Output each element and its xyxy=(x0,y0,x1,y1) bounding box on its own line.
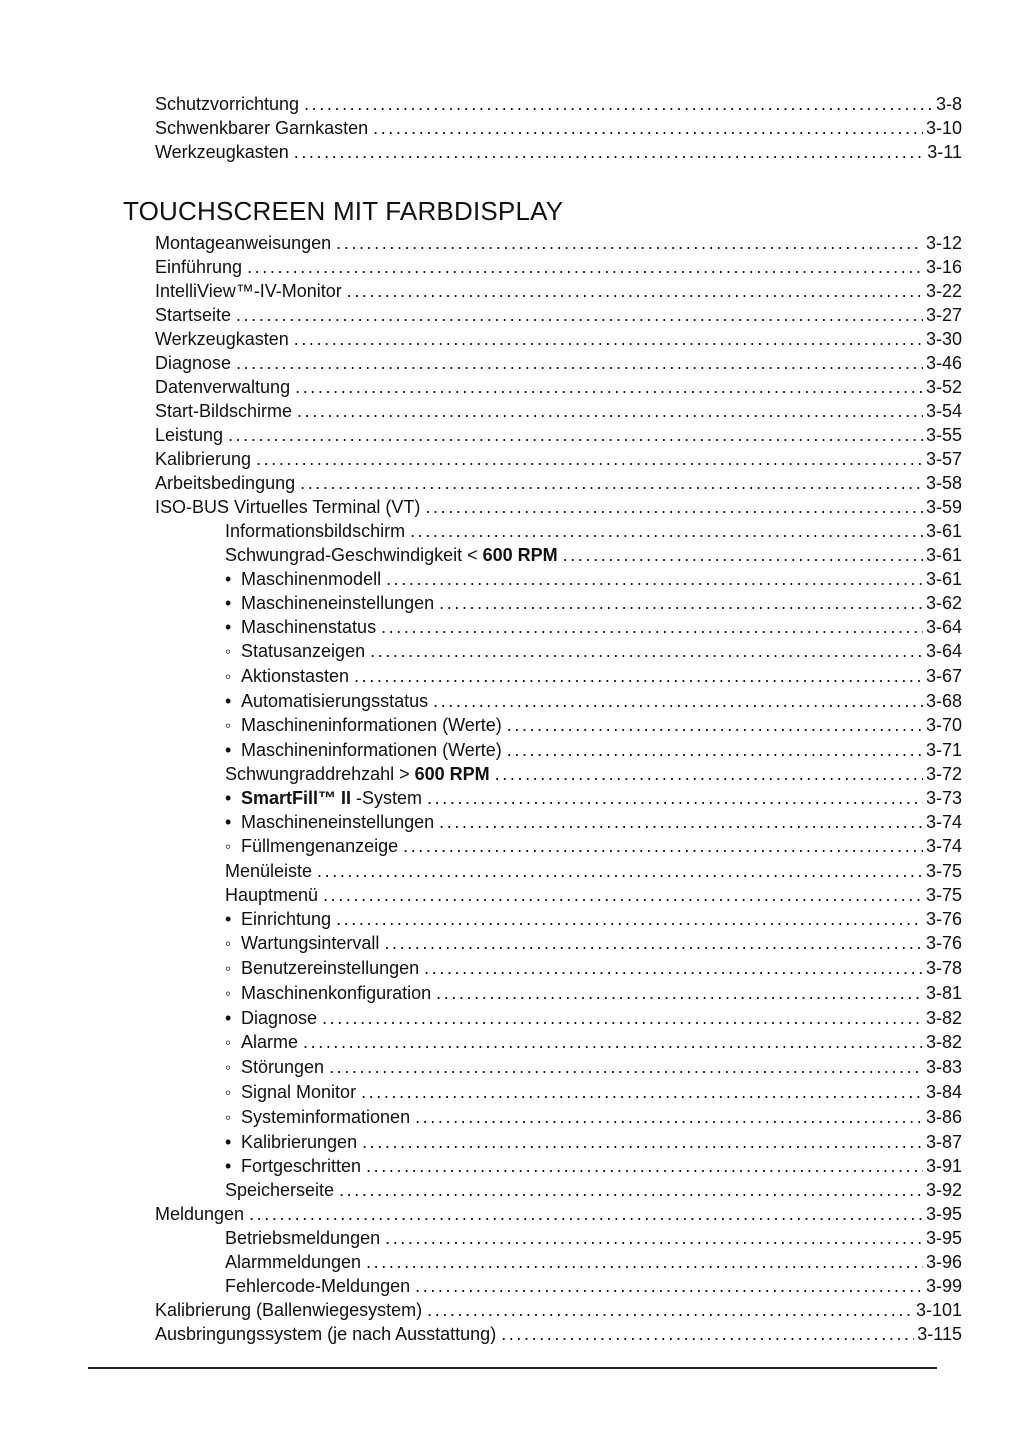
toc-entry-page: 3-101 xyxy=(915,1300,962,1320)
toc-entry xyxy=(225,810,962,834)
toc-entry-label xyxy=(155,279,342,303)
toc-dot-leader xyxy=(403,834,923,858)
section-heading: TOUCHSCREEN MIT FARBDISPLAY xyxy=(123,196,564,226)
toc-entry-label xyxy=(241,567,381,591)
footer-rule xyxy=(88,1367,937,1369)
toc-label-segment: Informationsbildschirm xyxy=(225,521,406,541)
toc-entry-label xyxy=(241,1030,298,1054)
toc-dot-leader xyxy=(386,567,923,591)
toc-dot-leader xyxy=(385,1226,923,1250)
toc-dot-leader xyxy=(439,810,923,834)
toc-entry xyxy=(155,1298,962,1322)
toc-entry-label xyxy=(155,351,231,375)
toc-dot-leader xyxy=(303,1030,923,1054)
toc-dot-leader xyxy=(236,303,923,327)
toc-entry xyxy=(225,519,962,543)
toc-dot-leader xyxy=(425,495,923,519)
open-bullet-icon: ◦ xyxy=(225,959,232,978)
toc-entry xyxy=(225,1178,962,1202)
toc-entry-label xyxy=(241,591,434,615)
toc-dot-leader xyxy=(507,738,923,762)
toc-entry xyxy=(155,279,962,303)
filled-bullet-icon: • xyxy=(225,740,232,760)
filled-bullet-icon: • xyxy=(225,1132,232,1152)
toc-entry-page: 3-52 xyxy=(925,377,962,397)
toc-entry-page: 3-95 xyxy=(925,1204,962,1224)
open-bullet-icon: ◦ xyxy=(225,934,232,953)
toc-label-segment: Einführung xyxy=(155,257,243,277)
toc-entry-label xyxy=(241,981,431,1005)
toc-dot-leader xyxy=(366,1250,923,1274)
toc-label-segment: Einrichtung xyxy=(241,909,332,929)
toc-entry xyxy=(155,471,962,495)
toc-label-segment: Maschineninformationen (Werte) xyxy=(241,740,502,760)
toc-entry-page: 3-55 xyxy=(925,425,962,445)
toc-entry xyxy=(225,834,962,859)
toc-label-segment: Fehlercode-Meldungen xyxy=(225,1276,411,1296)
toc-label-segment: Speicherseite xyxy=(225,1180,335,1200)
toc-entry xyxy=(155,1322,962,1346)
toc-label-segment: Werkzeugkasten xyxy=(155,329,289,349)
toc-entry xyxy=(155,351,962,375)
toc-label-segment: Wartungsintervall xyxy=(241,933,380,953)
toc-label-segment: SmartFill™ II xyxy=(241,788,352,808)
toc-entry-page: 3-46 xyxy=(925,353,962,373)
toc-label-segment: Start-Bildschirme xyxy=(155,401,293,421)
toc-dot-leader xyxy=(317,859,923,883)
toc-entry-page: 3-75 xyxy=(925,861,962,881)
toc-entry xyxy=(155,303,962,327)
toc-entry-page: 3-76 xyxy=(925,909,962,929)
toc-entry-label xyxy=(241,689,428,713)
toc-entry-label xyxy=(241,1006,317,1030)
toc-entry xyxy=(155,1202,962,1226)
toc-label-segment: Leistung xyxy=(155,425,224,445)
toc-label-segment: Hauptmenü xyxy=(225,885,319,905)
toc-entry-page: 3-95 xyxy=(925,1228,962,1248)
toc-entry xyxy=(225,981,962,1006)
toc-entry-page: 3-92 xyxy=(925,1180,962,1200)
toc-dot-leader xyxy=(439,591,923,615)
toc-entry-page: 3-68 xyxy=(925,691,962,711)
toc-entry-label xyxy=(155,140,289,164)
toc-entry-label xyxy=(155,399,292,423)
toc-entry xyxy=(155,399,962,423)
open-bullet-icon: ◦ xyxy=(225,642,232,661)
toc-entry xyxy=(225,859,962,883)
toc-dot-leader xyxy=(297,399,923,423)
toc-entry-label xyxy=(155,1322,496,1346)
toc-label-segment: Automatisierungsstatus xyxy=(241,691,429,711)
toc-entry-page: 3-58 xyxy=(925,473,962,493)
toc-entry-page: 3-61 xyxy=(925,521,962,541)
filled-bullet-icon: • xyxy=(225,569,232,589)
toc-entry xyxy=(225,1080,962,1105)
toc-dot-leader xyxy=(362,1130,923,1154)
toc-entry-page: 3-61 xyxy=(925,569,962,589)
toc-entry-page: 3-76 xyxy=(925,933,962,953)
toc-dot-leader xyxy=(354,664,923,688)
toc-entry-label xyxy=(241,907,331,931)
toc-entry-page: 3-61 xyxy=(925,545,962,565)
open-bullet-icon: ◦ xyxy=(225,837,232,856)
open-bullet-icon: ◦ xyxy=(225,667,232,686)
toc-entry xyxy=(155,375,962,399)
toc-label-segment: Kalibrierungen xyxy=(241,1132,358,1152)
toc-entry-label xyxy=(241,834,398,858)
toc-entry xyxy=(225,713,962,738)
toc-entry xyxy=(155,255,962,279)
toc-entry xyxy=(225,1105,962,1130)
toc-entry xyxy=(225,615,962,639)
toc-dot-leader xyxy=(415,1274,923,1298)
toc-label-segment: Schwungrad-Geschwindigkeit < xyxy=(225,545,483,565)
toc-dot-leader xyxy=(381,615,923,639)
open-bullet-icon: ◦ xyxy=(225,1058,232,1077)
toc-dot-leader xyxy=(347,279,923,303)
toc-entry-page: 3-73 xyxy=(925,788,962,808)
toc-entry-label xyxy=(225,543,558,567)
toc-entry-page: 3-67 xyxy=(925,666,962,686)
toc-label-segment: Schutzvorrichtung xyxy=(155,94,300,114)
filled-bullet-icon: • xyxy=(225,788,232,808)
toc-entry-page: 3-70 xyxy=(925,715,962,735)
toc-dot-leader xyxy=(295,375,923,399)
toc-entry-page: 3-22 xyxy=(925,281,962,301)
toc-entry-label xyxy=(241,786,422,810)
toc-dot-leader xyxy=(427,786,923,810)
open-bullet-icon: ◦ xyxy=(225,984,232,1003)
toc-entry-page: 3-86 xyxy=(925,1107,962,1127)
toc-entry xyxy=(225,1250,962,1274)
toc-label-segment: Datenverwaltung xyxy=(155,377,291,397)
toc-dot-leader xyxy=(415,1105,923,1129)
toc-entry-page: 3-82 xyxy=(925,1032,962,1052)
toc-entry-label xyxy=(155,116,368,140)
toc-label-segment: Signal Monitor xyxy=(241,1082,357,1102)
filled-bullet-icon: • xyxy=(225,1156,232,1176)
open-bullet-icon: ◦ xyxy=(225,1083,232,1102)
toc-entry-label xyxy=(241,1154,361,1178)
toc-entry-page: 3-59 xyxy=(925,497,962,517)
toc-label-segment: Werkzeugkasten xyxy=(155,142,289,162)
toc-entry-label xyxy=(241,1055,324,1079)
toc-dot-leader xyxy=(410,519,923,543)
toc-entry-label xyxy=(241,956,419,980)
toc-entry xyxy=(155,140,962,164)
toc-entry-label xyxy=(241,1080,356,1104)
toc-entry-page: 3-72 xyxy=(925,764,962,784)
toc-dot-leader xyxy=(304,92,933,116)
toc-label-segment: Statusanzeigen xyxy=(241,641,366,661)
toc-entry xyxy=(225,738,962,762)
toc-entry-page: 3-54 xyxy=(925,401,962,421)
toc-section-list xyxy=(123,231,962,1346)
open-bullet-icon: ◦ xyxy=(225,1033,232,1052)
toc-entry xyxy=(225,543,962,567)
toc-entry-page: 3-81 xyxy=(925,983,962,1003)
toc-label-segment: Aktionstasten xyxy=(241,666,350,686)
toc-dot-leader xyxy=(501,1322,914,1346)
toc-entry-label xyxy=(241,738,502,762)
toc-entry-label xyxy=(241,639,365,663)
toc-dot-leader xyxy=(370,639,923,663)
toc-entry-label xyxy=(225,1274,410,1298)
toc-entry xyxy=(155,495,962,519)
toc-label-segment: Maschinenkonfiguration xyxy=(241,983,432,1003)
toc-dot-leader xyxy=(336,907,923,931)
toc-label-segment: Montageanweisungen xyxy=(155,233,332,253)
toc-entry-page: 3-71 xyxy=(925,740,962,760)
toc-entry-label xyxy=(225,1250,361,1274)
filled-bullet-icon: • xyxy=(225,812,232,832)
toc-entry xyxy=(225,1055,962,1080)
toc-label-segment: Maschinenstatus xyxy=(241,617,377,637)
toc-label-segment: Maschineninformationen (Werte) xyxy=(241,715,502,735)
toc-entry-label xyxy=(241,1130,357,1154)
toc-entry-page: 3-83 xyxy=(925,1057,962,1077)
toc-entry-label xyxy=(225,1226,380,1250)
toc-entry-page: 3-74 xyxy=(925,836,962,856)
toc-entry xyxy=(225,907,962,931)
toc-entry-label xyxy=(225,519,405,543)
filled-bullet-icon: • xyxy=(225,593,232,613)
toc-label-segment: Kalibrierung xyxy=(155,449,252,469)
toc-entry xyxy=(225,664,962,689)
toc-entry-label xyxy=(155,375,290,399)
toc-label-segment: Maschineneinstellungen xyxy=(241,812,435,832)
toc-entry xyxy=(225,1274,962,1298)
toc-entry xyxy=(225,567,962,591)
toc-dot-leader xyxy=(433,689,923,713)
toc-dot-leader xyxy=(427,1298,913,1322)
toc-entry-page: 3-78 xyxy=(925,958,962,978)
toc-label-segment: Ausbringungssystem (je nach Ausstattung) xyxy=(155,1324,497,1344)
toc-label-segment: IntelliView™-IV-Monitor xyxy=(155,281,342,301)
filled-bullet-icon: • xyxy=(225,909,232,929)
toc-entry-page: 3-91 xyxy=(925,1156,962,1176)
toc-entry-page: 3-84 xyxy=(925,1082,962,1102)
toc-entry-label xyxy=(155,92,299,116)
filled-bullet-icon: • xyxy=(225,691,232,711)
toc-entry-label xyxy=(225,1178,334,1202)
toc-entry-page: 3-87 xyxy=(925,1132,962,1152)
toc-entry-label xyxy=(241,1105,410,1129)
toc-label-segment: 600 RPM xyxy=(414,764,490,784)
toc-dot-leader xyxy=(563,543,923,567)
toc-entry-page: 3-96 xyxy=(925,1252,962,1272)
toc-entry xyxy=(155,231,962,255)
toc-entry-page: 3-82 xyxy=(925,1008,962,1028)
toc-dot-leader xyxy=(336,231,923,255)
toc-entry xyxy=(225,762,962,786)
toc-entry xyxy=(225,639,962,664)
toc-label-segment: Betriebsmeldungen xyxy=(225,1228,381,1248)
toc-entry-label xyxy=(155,495,420,519)
toc-dot-leader xyxy=(436,981,923,1005)
filled-bullet-icon: • xyxy=(225,617,232,637)
toc-label-segment: Diagnose xyxy=(241,1008,318,1028)
toc-dot-leader xyxy=(323,883,923,907)
toc-entry-label xyxy=(225,883,318,907)
toc-dot-leader xyxy=(300,471,923,495)
toc-dot-leader xyxy=(339,1178,923,1202)
toc-entry-label xyxy=(155,471,295,495)
toc-entry xyxy=(225,883,962,907)
toc-label-segment: Startseite xyxy=(155,305,232,325)
toc-entry-label xyxy=(225,859,312,883)
toc-dot-leader xyxy=(329,1055,923,1079)
toc-entry xyxy=(155,447,962,471)
toc-label-segment: Schwenkbarer Garnkasten xyxy=(155,118,369,138)
toc-label-segment: Maschineneinstellungen xyxy=(241,593,435,613)
toc-label-segment: Arbeitsbedingung xyxy=(155,473,296,493)
toc-entry xyxy=(225,931,962,956)
toc-pre-section-list xyxy=(123,92,962,164)
toc-entry-label xyxy=(155,231,331,255)
toc-dot-leader xyxy=(249,1202,923,1226)
toc-label-segment: Störungen xyxy=(241,1057,325,1077)
toc-dot-leader xyxy=(384,931,923,955)
toc-label-segment: Meldungen xyxy=(155,1204,245,1224)
toc-label-segment: Schwungraddrehzahl > xyxy=(225,764,415,784)
toc-entry-page: 3-75 xyxy=(925,885,962,905)
toc-entry-label xyxy=(155,327,289,351)
toc-label-segment: Systeminformationen xyxy=(241,1107,411,1127)
toc-entry-page: 3-16 xyxy=(925,257,962,277)
toc-label-segment: Alarmmeldungen xyxy=(225,1252,362,1272)
toc-dot-leader xyxy=(294,327,923,351)
toc-entry-page: 3-64 xyxy=(925,617,962,637)
toc-label-segment: 600 RPM xyxy=(482,545,558,565)
toc-entry-page: 3-64 xyxy=(925,641,962,661)
toc-label-segment: Benutzereinstellungen xyxy=(241,958,420,978)
toc-dot-leader xyxy=(256,447,923,471)
toc-dot-leader xyxy=(294,140,925,164)
toc-entry xyxy=(225,591,962,615)
toc-entry-label xyxy=(241,615,376,639)
toc-entry-page: 3-11 xyxy=(927,142,962,162)
toc-dot-leader xyxy=(361,1080,923,1104)
toc-entry-label xyxy=(241,931,379,955)
toc-label-segment: ISO-BUS Virtuelles Terminal (VT) xyxy=(155,497,421,517)
toc-entry-label xyxy=(241,664,349,688)
toc-entry-label xyxy=(155,1202,244,1226)
toc-label-segment: Füllmengenanzeige xyxy=(241,836,399,856)
toc-dot-leader xyxy=(247,255,923,279)
toc-entry xyxy=(225,1226,962,1250)
toc-label-segment: Fortgeschritten xyxy=(241,1156,362,1176)
filled-bullet-icon: • xyxy=(225,1008,232,1028)
toc-entry xyxy=(225,689,962,713)
toc-entry-page: 3-10 xyxy=(925,118,962,138)
toc-entry-label xyxy=(241,810,434,834)
toc-label-segment: Diagnose xyxy=(155,353,232,373)
toc-entry xyxy=(155,116,962,140)
toc-entry-label xyxy=(155,1298,422,1322)
toc-label-segment: -System xyxy=(351,788,423,808)
toc-entry-label xyxy=(155,447,251,471)
toc-entry-page: 3-74 xyxy=(925,812,962,832)
toc-entry-label xyxy=(155,303,231,327)
toc-entry-label xyxy=(155,255,242,279)
toc-entry xyxy=(155,423,962,447)
toc-entry xyxy=(155,92,962,116)
toc-entry-page: 3-27 xyxy=(925,305,962,325)
toc-entry xyxy=(225,1154,962,1178)
toc-entry-page: 3-99 xyxy=(925,1276,962,1296)
toc-entry-page: 3-62 xyxy=(925,593,962,613)
toc-dot-leader xyxy=(507,713,923,737)
toc-entry xyxy=(155,327,962,351)
toc-entry-page: 3-115 xyxy=(917,1324,962,1344)
open-bullet-icon: ◦ xyxy=(225,1108,232,1127)
toc-entry-page: 3-30 xyxy=(925,329,962,349)
toc-entry xyxy=(225,956,962,981)
toc-dot-leader xyxy=(322,1006,923,1030)
toc-entry-page: 3-57 xyxy=(925,449,962,469)
open-bullet-icon: ◦ xyxy=(225,716,232,735)
toc-dot-leader xyxy=(236,351,923,375)
toc-entry xyxy=(225,1130,962,1154)
toc-dot-leader xyxy=(424,956,923,980)
toc-label-segment: Menüleiste xyxy=(225,861,313,881)
toc-label-segment: Alarme xyxy=(241,1032,299,1052)
toc-entry-label xyxy=(155,423,223,447)
toc-dot-leader xyxy=(373,116,923,140)
toc-label-segment: Kalibrierung (Ballenwiegesystem) xyxy=(155,1300,423,1320)
toc-dot-leader xyxy=(228,423,923,447)
toc-entry xyxy=(225,1030,962,1055)
toc-entry-page: 3-12 xyxy=(925,233,962,253)
toc-entry xyxy=(225,786,962,810)
toc-entry-label xyxy=(241,713,502,737)
toc-dot-leader xyxy=(495,762,923,786)
toc-entry-label xyxy=(225,762,490,786)
toc-entry-page: 3-8 xyxy=(935,94,962,114)
toc-entry xyxy=(225,1006,962,1030)
toc-dot-leader xyxy=(366,1154,923,1178)
toc-label-segment: Maschinenmodell xyxy=(241,569,382,589)
